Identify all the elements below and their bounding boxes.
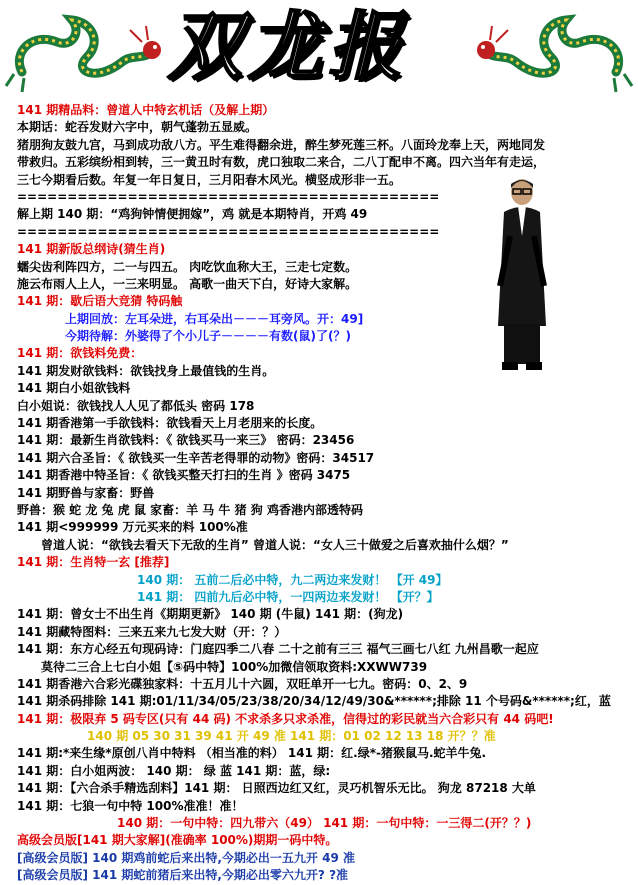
- text-line: 三七今期看后数。年复一年日复日，三月阳春木风光。横竖成形非一五。: [17, 172, 402, 187]
- text-line: 141 期：生肖特一玄 [推荐]: [17, 555, 170, 570]
- right-dragon-icon: [476, 2, 636, 98]
- text-line: 猪朋狗友鼓九宫，马到成功敌八方。平生难得翻余进，醉生梦死莲三杯。八面玲龙奉上天，两地同发: [17, 137, 546, 152]
- text-line: 141 期香港第一手欲钱料：欲钱看天上月老朋来的长度。: [17, 416, 323, 431]
- text-line: 141 期：歇后语大竞猜 特码触: [17, 294, 183, 309]
- text-line: 141 期：最新生肖欲钱料：《 欲钱买马一来三》 密码：23456: [17, 433, 355, 448]
- text-line: 施云布雨人上人，一三来明显。 高歌一曲天下白，好诗大家解。: [17, 276, 358, 291]
- text-line: 141 期杀码排除 141 期:01/11/34/05/23/38/20/34/12/49/30&******;排除 11 个号码&******;红，蓝: [17, 694, 611, 709]
- text-line: 带救归。五彩缤纷相到转，三一黄丑时有数，虎口独取二来合，二八丁配申不离。四六当年有走运，: [17, 155, 546, 170]
- text-line: 上期回放：左耳朵进，右耳朵出－－－耳旁风。开：49]: [65, 311, 364, 326]
- text-line: 白小姐说：欲钱找人人见了都低头 密码 178: [17, 398, 255, 413]
- text-line: 141 期藏特图料：三来五来九七发大财（开：？）: [17, 624, 287, 639]
- text-line: 高级会员版[141 期大家解](准确率 100%)期期一码中特。: [17, 833, 338, 848]
- man-portrait-icon: [490, 176, 554, 376]
- text-line: ==========================================: [17, 189, 440, 204]
- text-line: ==========================================: [17, 224, 440, 239]
- text-line: 141 期六合圣旨：《 欲钱买一生辛苦老得罪的动物》密码：34517: [17, 450, 375, 465]
- text-line: 曾道人说：“欲钱去看天下无敌的生肖” 曾道人说：“女人三十做爱之后喜欢抽什么烟？”: [41, 537, 509, 552]
- text-line: 141 期：极限弃 5 码专区(只有 44 码) 不求杀多只求杀准，信得过的彩民就当六合彩只有 44 码吧!: [17, 711, 554, 726]
- text-line: 140 期 05 30 31 39 41 开 49 准 141 期：01 02 12 13 18 开？？准: [87, 729, 496, 744]
- header-banner: [0, 0, 638, 100]
- text-line: 141 期:*来生缘*原创八肖中特料 （相当准的料） 141 期：红.绿*-猪猴鼠马.蛇羊牛兔.: [17, 746, 487, 761]
- text-line: 本期话：蛇吞发财六字中，朝气蓬勃五显威。: [17, 120, 258, 135]
- text-line: 蠕尖齿利阵四方，二一与四五。 肉吃饮血称大王，三走七定数。: [17, 259, 358, 274]
- text-line: 141 期<999999 万元买来的料 100%准: [17, 520, 248, 535]
- left-dragon-icon: [2, 2, 162, 98]
- text-line: 141 期香港中特圣旨：《 欲钱买整天打扫的生肖 》密码 3475: [17, 468, 351, 483]
- text-line: 140 期： 五前二后必中特，九二两边来发财！ 【开 49】: [137, 572, 448, 587]
- text-line: 141 期新版总纲诗(猜生肖): [17, 242, 166, 257]
- text-line: 141 期精品料：曾道人中特玄机话（及解上期）: [17, 103, 275, 117]
- text-line: 140 期：一句中特：四九带六（49） 141 期：一句中特：一三得二(开？？): [117, 816, 532, 831]
- text-line: 141 期：七狼一句中特 100%准准！准！: [17, 798, 244, 813]
- text-line: 莫待二三合上七白小姐【⑤码中特】100%加微信领取资料:XXWW739: [41, 659, 428, 674]
- text-line: 141 期香港六合彩光碟独家料：十五月儿十六圆，双旺单开一七九。密码：0、2、9: [17, 676, 468, 691]
- text-line: [高级会员版] 141 期蛇前猪后来出特,今期必出零六九开? ?准: [17, 868, 349, 883]
- text-line: 141 期野兽与家畜：野兽: [17, 485, 155, 500]
- text-line: 解上期 140 期：“鸡狗钟情便拥嫁”，鸡 就是本期特肖，开鸡 49: [17, 207, 368, 222]
- text-line: 141 期：东方心经五句现码诗：门庭四季二八春 二十之前有三三 福气三画七八红 九州昌歌一起应: [17, 642, 539, 657]
- text-line: 141 期：白小姐两波： 140 期： 绿 蓝 141 期：蓝，绿:: [17, 763, 331, 778]
- text-line: 141 期：【六合杀手精选刮料】141 期： 日照西边红又红，灵巧机智乐无比。 狗龙 87218 大单: [17, 781, 536, 796]
- text-line: 今期待解：外婆得了个小儿子－－－－有数(鼠)了(？): [65, 329, 351, 344]
- text-line: 野兽：猴 蛇 龙 兔 虎 鼠 家畜：羊 马 牛 猪 狗 鸡香港内部透特码: [17, 502, 363, 517]
- text-line: [高级会员版] 140 期鸡前蛇后来出特,今期必出一五九开 49 准: [17, 850, 355, 865]
- text-line: 141 期：曾女士不出生肖《期期更新》 140 期 (牛鼠) 141 期：(狗龙): [17, 607, 404, 622]
- page-title: 双龙报: [168, 4, 408, 90]
- text-line: 141 期：欲钱料免费：: [17, 346, 143, 361]
- text-line: 141 期： 四前九后必中特，一四两边来发财！ 【开？】: [137, 589, 439, 604]
- text-line: 141 期白小姐欲钱料: [17, 381, 131, 396]
- text-line: 141 期发财欲钱料：欲钱找身上最值钱的生肖。: [17, 363, 275, 378]
